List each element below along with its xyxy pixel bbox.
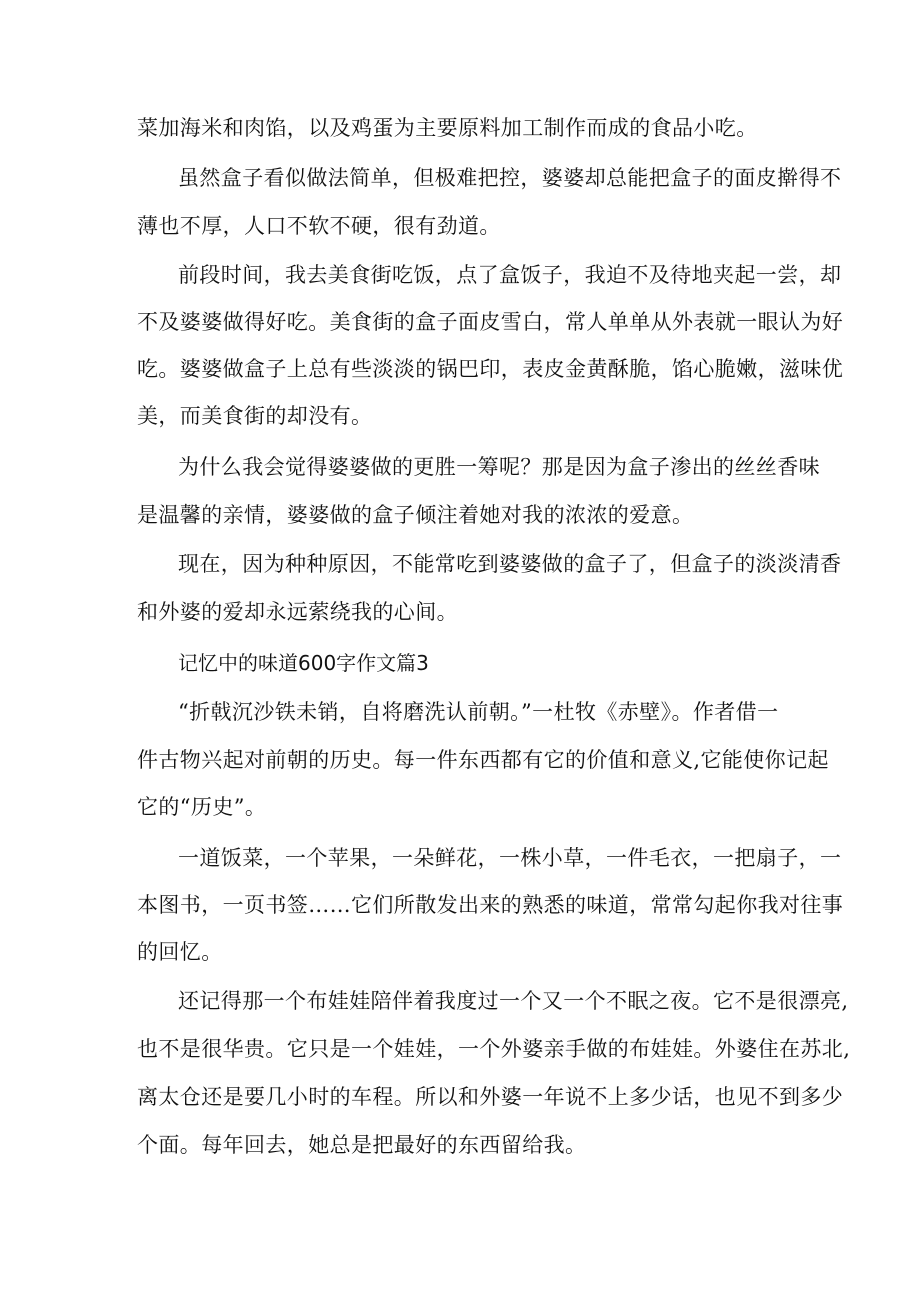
text-line: 薄也不厚，人口不软不硬，很有劲道。 <box>137 214 501 238</box>
text-line: 离太仓还是要几小时的车程。所以和外婆一年说不上多少话，也见不到多少 <box>137 1085 844 1109</box>
text-line: 虽然盒子看似做法简单，但极难把控，婆婆却总能把盒子的面皮擀得不 <box>178 166 842 190</box>
text-line: 美，而美食街的却没有。 <box>137 404 373 428</box>
text-line: 它的“历史”。 <box>137 795 267 819</box>
text-line: 前段时间，我去美食街吃饭，点了盒饭子，我迫不及待地夹起一尝，却 <box>178 263 842 287</box>
text-line: 不及婆婆做得好吃。美食街的盒子面皮雪白，常人单单从外表就一眼认为好 <box>137 310 844 334</box>
text-line: 本图书，一页书签……它们所散发出来的熟悉的味道，常常勾起你我对往事 <box>137 893 844 917</box>
text-line: “折戟沉沙铁未销，自将磨洗认前朝。”一杜牧《赤壁》。作者借一 <box>178 700 779 724</box>
text-line: 件古物兴起对前朝的历史。每一件东西都有它的价值和意义,它能使你记起 <box>137 748 829 772</box>
text-line: 还记得那一个布娃娃陪伴着我度过一个又一个不眠之夜。它不是很漂亮, <box>178 989 849 1013</box>
section-heading: 记忆中的味道600字作文篇3 <box>178 651 429 675</box>
text-line: 菜加海米和肉馅，以及鸡蛋为主要原料加工制作而成的食品小吃。 <box>137 116 758 140</box>
text-line: 也不是很华贵。它只是一个娃娃，一个外婆亲手做的布娃娃。外婆住在苏北, <box>137 1037 851 1061</box>
text-line: 吃。婆婆做盒子上总有些淡淡的锅巴印，表皮金黄酥脆，馅心脆嫩，滋味优 <box>137 357 844 381</box>
text-line: 现在，因为种种原因，不能常吃到婆婆做的盒子了，但盒子的淡淡清香 <box>178 552 842 576</box>
text-line: 的回忆。 <box>137 940 223 964</box>
text-line: 个面。每年回去，她总是把最好的东西留给我。 <box>137 1133 587 1157</box>
text-line: 一道饭菜，一个苹果，一朵鲜花，一株小草，一件毛衣，一把扇子，一 <box>178 846 842 870</box>
text-line: 是温馨的亲情，婆婆做的盒子倾注着她对我的浓浓的爱意。 <box>137 503 694 527</box>
text-line: 为什么我会觉得婆婆做的更胜一筹呢？那是因为盒子渗出的丝丝香味 <box>178 455 820 479</box>
text-line: 和外婆的爱却永远萦绕我的心间。 <box>137 600 458 624</box>
